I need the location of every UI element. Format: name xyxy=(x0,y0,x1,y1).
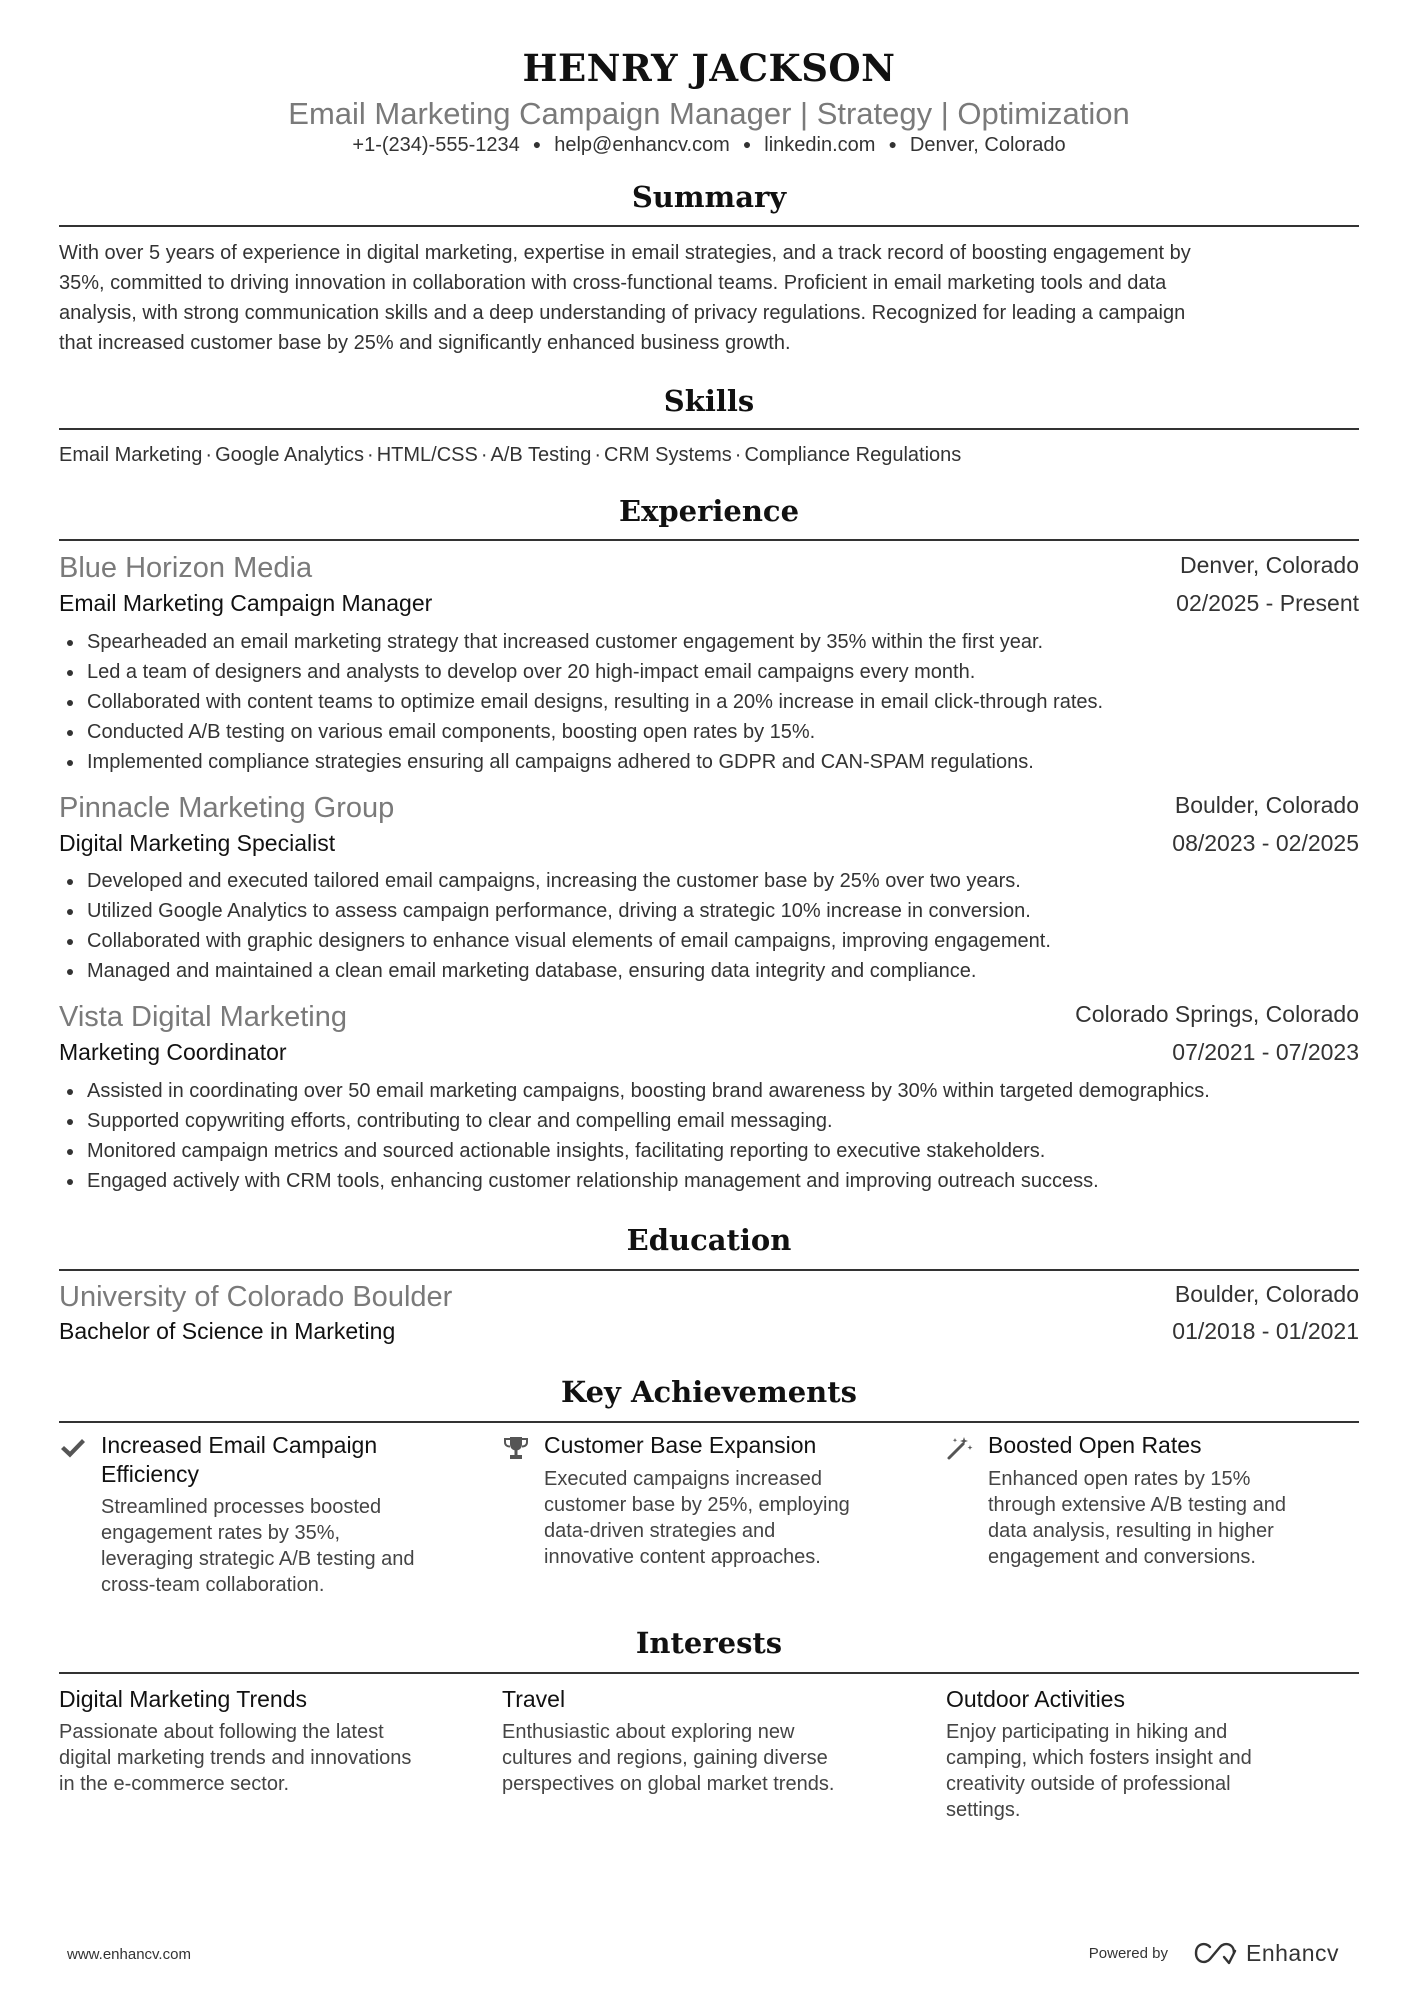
separator-dot: ● xyxy=(742,136,752,152)
achievement-item xyxy=(946,1431,1356,1571)
separator-dot: ● xyxy=(888,136,897,152)
company-name: Vista Digital Marketing xyxy=(59,1001,347,1033)
resume-page xyxy=(59,0,1359,1995)
job-header xyxy=(59,1001,1359,1033)
section-divider xyxy=(59,1672,1359,1674)
job-title: Digital Marketing Specialist xyxy=(59,830,336,856)
achievement-description xyxy=(988,1466,1368,1570)
list-item: Led a team of designers and analysts to develop over 20 high-impact email campaigns every month. xyxy=(59,657,1359,687)
interest-description xyxy=(946,1719,1356,1823)
location: Denver, Colorado xyxy=(909,134,1066,156)
list-item: Collaborated with graphic designers to enhance visual elements of email campaigns, improving engagement. xyxy=(59,926,1359,956)
enhancv-logo-icon xyxy=(1192,1940,1238,1966)
summary-line: analysis, with strong communication skills and a deep understanding of privacy regulations. Recognized for leading a campaign xyxy=(59,302,1186,324)
achievement-title xyxy=(988,1431,1368,1460)
section-divider xyxy=(59,225,1359,227)
job-dates: 08/2023 - 02/2025 xyxy=(1172,830,1359,856)
achievement-item xyxy=(502,1431,912,1571)
interest-desc-line: Enthusiastic about exploring new xyxy=(502,1721,795,1743)
job-location: Denver, Colorado xyxy=(1180,552,1359,578)
section-divider xyxy=(59,539,1359,541)
list-item: Engaged actively with CRM tools, enhancing customer relationship management and improving outreach success. xyxy=(59,1166,1359,1196)
achievement-desc-line: Enhanced open rates by 15% xyxy=(988,1468,1251,1490)
achievement-desc-line: through extensive A/B testing and xyxy=(988,1494,1286,1516)
interest-desc-line: in the e-commerce sector. xyxy=(59,1773,290,1795)
list-item: Developed and executed tailored email campaigns, increasing the customer base by 25% over two years. xyxy=(59,866,1359,896)
achievement-item xyxy=(59,1431,469,1601)
checkmark-icon xyxy=(59,1435,87,1461)
achievement-title-line: Customer Base Expansion xyxy=(544,1432,817,1458)
achievement-title-line: Increased Email Campaign xyxy=(101,1432,378,1458)
section-title-experience: Experience xyxy=(618,494,800,528)
achievement-desc-line: engagement rates by 35%, xyxy=(101,1522,341,1544)
list-item: Spearheaded an email marketing strategy that increased customer engagement by 35% within the first year. xyxy=(59,627,1359,657)
section-title-interests: Interests xyxy=(635,1626,783,1660)
job-header xyxy=(59,792,1359,824)
section-title-skills: Skills xyxy=(663,384,755,418)
interest-desc-line: Passionate about following the latest xyxy=(59,1721,384,1743)
interest-desc-line: perspectives on global market trends. xyxy=(502,1773,835,1795)
trophy-icon xyxy=(502,1435,530,1461)
achievement-description xyxy=(544,1466,924,1570)
achievement-desc-line: data-driven strategies and xyxy=(544,1520,776,1542)
interest-desc-line: Enjoy participating in hiking and xyxy=(946,1721,1228,1743)
summary-line: that increased customer base by 25% and significantly enhanced business growth. xyxy=(59,332,791,354)
section-title-education: Education xyxy=(626,1223,792,1257)
achievement-desc-line: cross-team collaboration. xyxy=(101,1574,325,1596)
enhancv-brand-name: Enhancv xyxy=(1245,1939,1339,1966)
magic-wand-icon xyxy=(946,1435,974,1461)
achievement-desc-line: data analysis, resulting in higher xyxy=(988,1520,1274,1542)
interest-desc-line: settings. xyxy=(946,1799,1021,1821)
achievement-desc-line: customer base by 25%, employing xyxy=(544,1494,850,1516)
skill-item: Google Analytics xyxy=(215,444,365,466)
interest-item xyxy=(946,1685,1366,1823)
linkedin-link[interactable]: linkedin.com xyxy=(764,134,876,156)
job-location: Boulder, Colorado xyxy=(1174,792,1359,818)
company-name: Blue Horizon Media xyxy=(59,552,313,584)
summary-line: With over 5 years of experience in digital marketing, expertise in email strategies, and a track record of boosting engagement by xyxy=(59,242,1191,264)
skill-item: CRM Systems xyxy=(604,444,732,466)
list-item: Supported copywriting efforts, contributing to clear and compelling email messaging. xyxy=(59,1106,1359,1136)
job-subheader xyxy=(59,830,1359,862)
job-subheader xyxy=(59,590,1359,622)
interest-title: Digital Marketing Trends xyxy=(59,1686,307,1712)
achievement-title xyxy=(544,1431,924,1460)
degree: Bachelor of Science in Marketing xyxy=(59,1318,396,1344)
contact-line xyxy=(59,134,1359,157)
job-bullets xyxy=(59,1076,1359,1196)
list-item: Utilized Google Analytics to assess campaign performance, driving a strategic 10% increase in conversion. xyxy=(59,896,1359,926)
footer-website-link[interactable]: www.enhancv.com xyxy=(67,1946,191,1963)
education-subheader xyxy=(59,1318,1359,1350)
skill-item: HTML/CSS xyxy=(376,444,478,466)
interest-desc-line: cultures and regions, gaining diverse xyxy=(502,1747,828,1769)
interest-title: Travel xyxy=(502,1686,566,1712)
candidate-headline: Email Marketing Campaign Manager | Strategy | Optimization xyxy=(288,96,1130,131)
list-item: Implemented compliance strategies ensuring all campaigns adhered to GDPR and CAN-SPAM regulations. xyxy=(59,747,1359,777)
job-dates: 07/2021 - 07/2023 xyxy=(1172,1039,1359,1065)
interest-desc-line: digital marketing trends and innovations xyxy=(59,1747,412,1769)
job-location: Colorado Springs, Colorado xyxy=(1075,1001,1359,1027)
job-title: Marketing Coordinator xyxy=(59,1039,287,1065)
job-dates: 02/2025 - Present xyxy=(1176,590,1359,616)
list-item: Collaborated with content teams to optimize email designs, resulting in a 20% increase in email click-through rates. xyxy=(59,687,1359,717)
achievement-desc-line: Streamlined processes boosted xyxy=(101,1496,382,1518)
email-link[interactable]: help@enhancv.com xyxy=(554,134,730,156)
achievement-title xyxy=(101,1431,481,1489)
interest-title: Outdoor Activities xyxy=(946,1686,1125,1712)
interest-item xyxy=(502,1685,922,1797)
phone: +1-(234)-555-1234 xyxy=(352,134,520,156)
interest-description xyxy=(59,1719,469,1797)
school-name: University of Colorado Boulder xyxy=(59,1281,453,1313)
job-subheader xyxy=(59,1039,1359,1071)
skill-item: Compliance Regulations xyxy=(744,444,962,466)
list-item: Monitored campaign metrics and sourced actionable insights, facilitating reporting to executive stakeholders. xyxy=(59,1136,1359,1166)
section-divider xyxy=(59,1269,1359,1271)
section-title-achievements: Key Achievements xyxy=(561,1375,857,1409)
candidate-name: HENRY JACKSON xyxy=(522,46,896,90)
job-title: Email Marketing Campaign Manager xyxy=(59,590,433,616)
section-title-summary: Summary xyxy=(631,180,787,214)
job-bullets xyxy=(59,866,1359,986)
separator-dot: ● xyxy=(532,136,542,152)
achievement-desc-line: Executed campaigns increased xyxy=(544,1468,822,1490)
job-bullets xyxy=(59,627,1359,777)
skills-list: Email Marketing · Google Analytics · HTML/CSS · A/B Testing · CRM Systems · Compliance Regulations xyxy=(59,444,962,466)
achievement-description xyxy=(101,1494,481,1598)
summary-text xyxy=(59,238,1359,358)
achievement-desc-line: leveraging strategic A/B testing and xyxy=(101,1548,415,1570)
list-item: Managed and maintained a clean email marketing database, ensuring data integrity and compliance. xyxy=(59,956,1359,986)
education-dates: 01/2018 - 01/2021 xyxy=(1172,1318,1359,1344)
skill-item: A/B Testing xyxy=(490,444,592,466)
company-name: Pinnacle Marketing Group xyxy=(59,792,395,824)
section-divider xyxy=(59,428,1359,430)
summary-line: 35%, committed to driving innovation in collaboration with cross-functional teams. Proficient in email marketing tools and data xyxy=(59,272,1167,294)
footer-branding[interactable] xyxy=(1089,1936,1339,1970)
interest-description xyxy=(502,1719,912,1797)
interest-item xyxy=(59,1685,479,1797)
list-item: Conducted A/B testing on various email components, boosting open rates by 15%. xyxy=(59,717,1359,747)
school-location: Boulder, Colorado xyxy=(1174,1281,1359,1307)
job-header xyxy=(59,552,1359,584)
powered-by-label: Powered by xyxy=(1088,1944,1168,1962)
achievement-desc-line: engagement and conversions. xyxy=(988,1546,1256,1568)
interest-desc-line: creativity outside of professional xyxy=(946,1773,1231,1795)
education-header xyxy=(59,1281,1359,1313)
achievement-title-line: Boosted Open Rates xyxy=(988,1432,1202,1458)
interest-desc-line: camping, which fosters insight and xyxy=(946,1747,1252,1769)
skill-item: Email Marketing xyxy=(59,444,203,466)
section-divider xyxy=(59,1421,1359,1423)
achievement-desc-line: innovative content approaches. xyxy=(544,1546,821,1568)
list-item: Assisted in coordinating over 50 email marketing campaigns, boosting brand awareness by 30% within targeted demographics. xyxy=(59,1076,1359,1106)
achievement-title-line: Efficiency xyxy=(101,1461,200,1487)
